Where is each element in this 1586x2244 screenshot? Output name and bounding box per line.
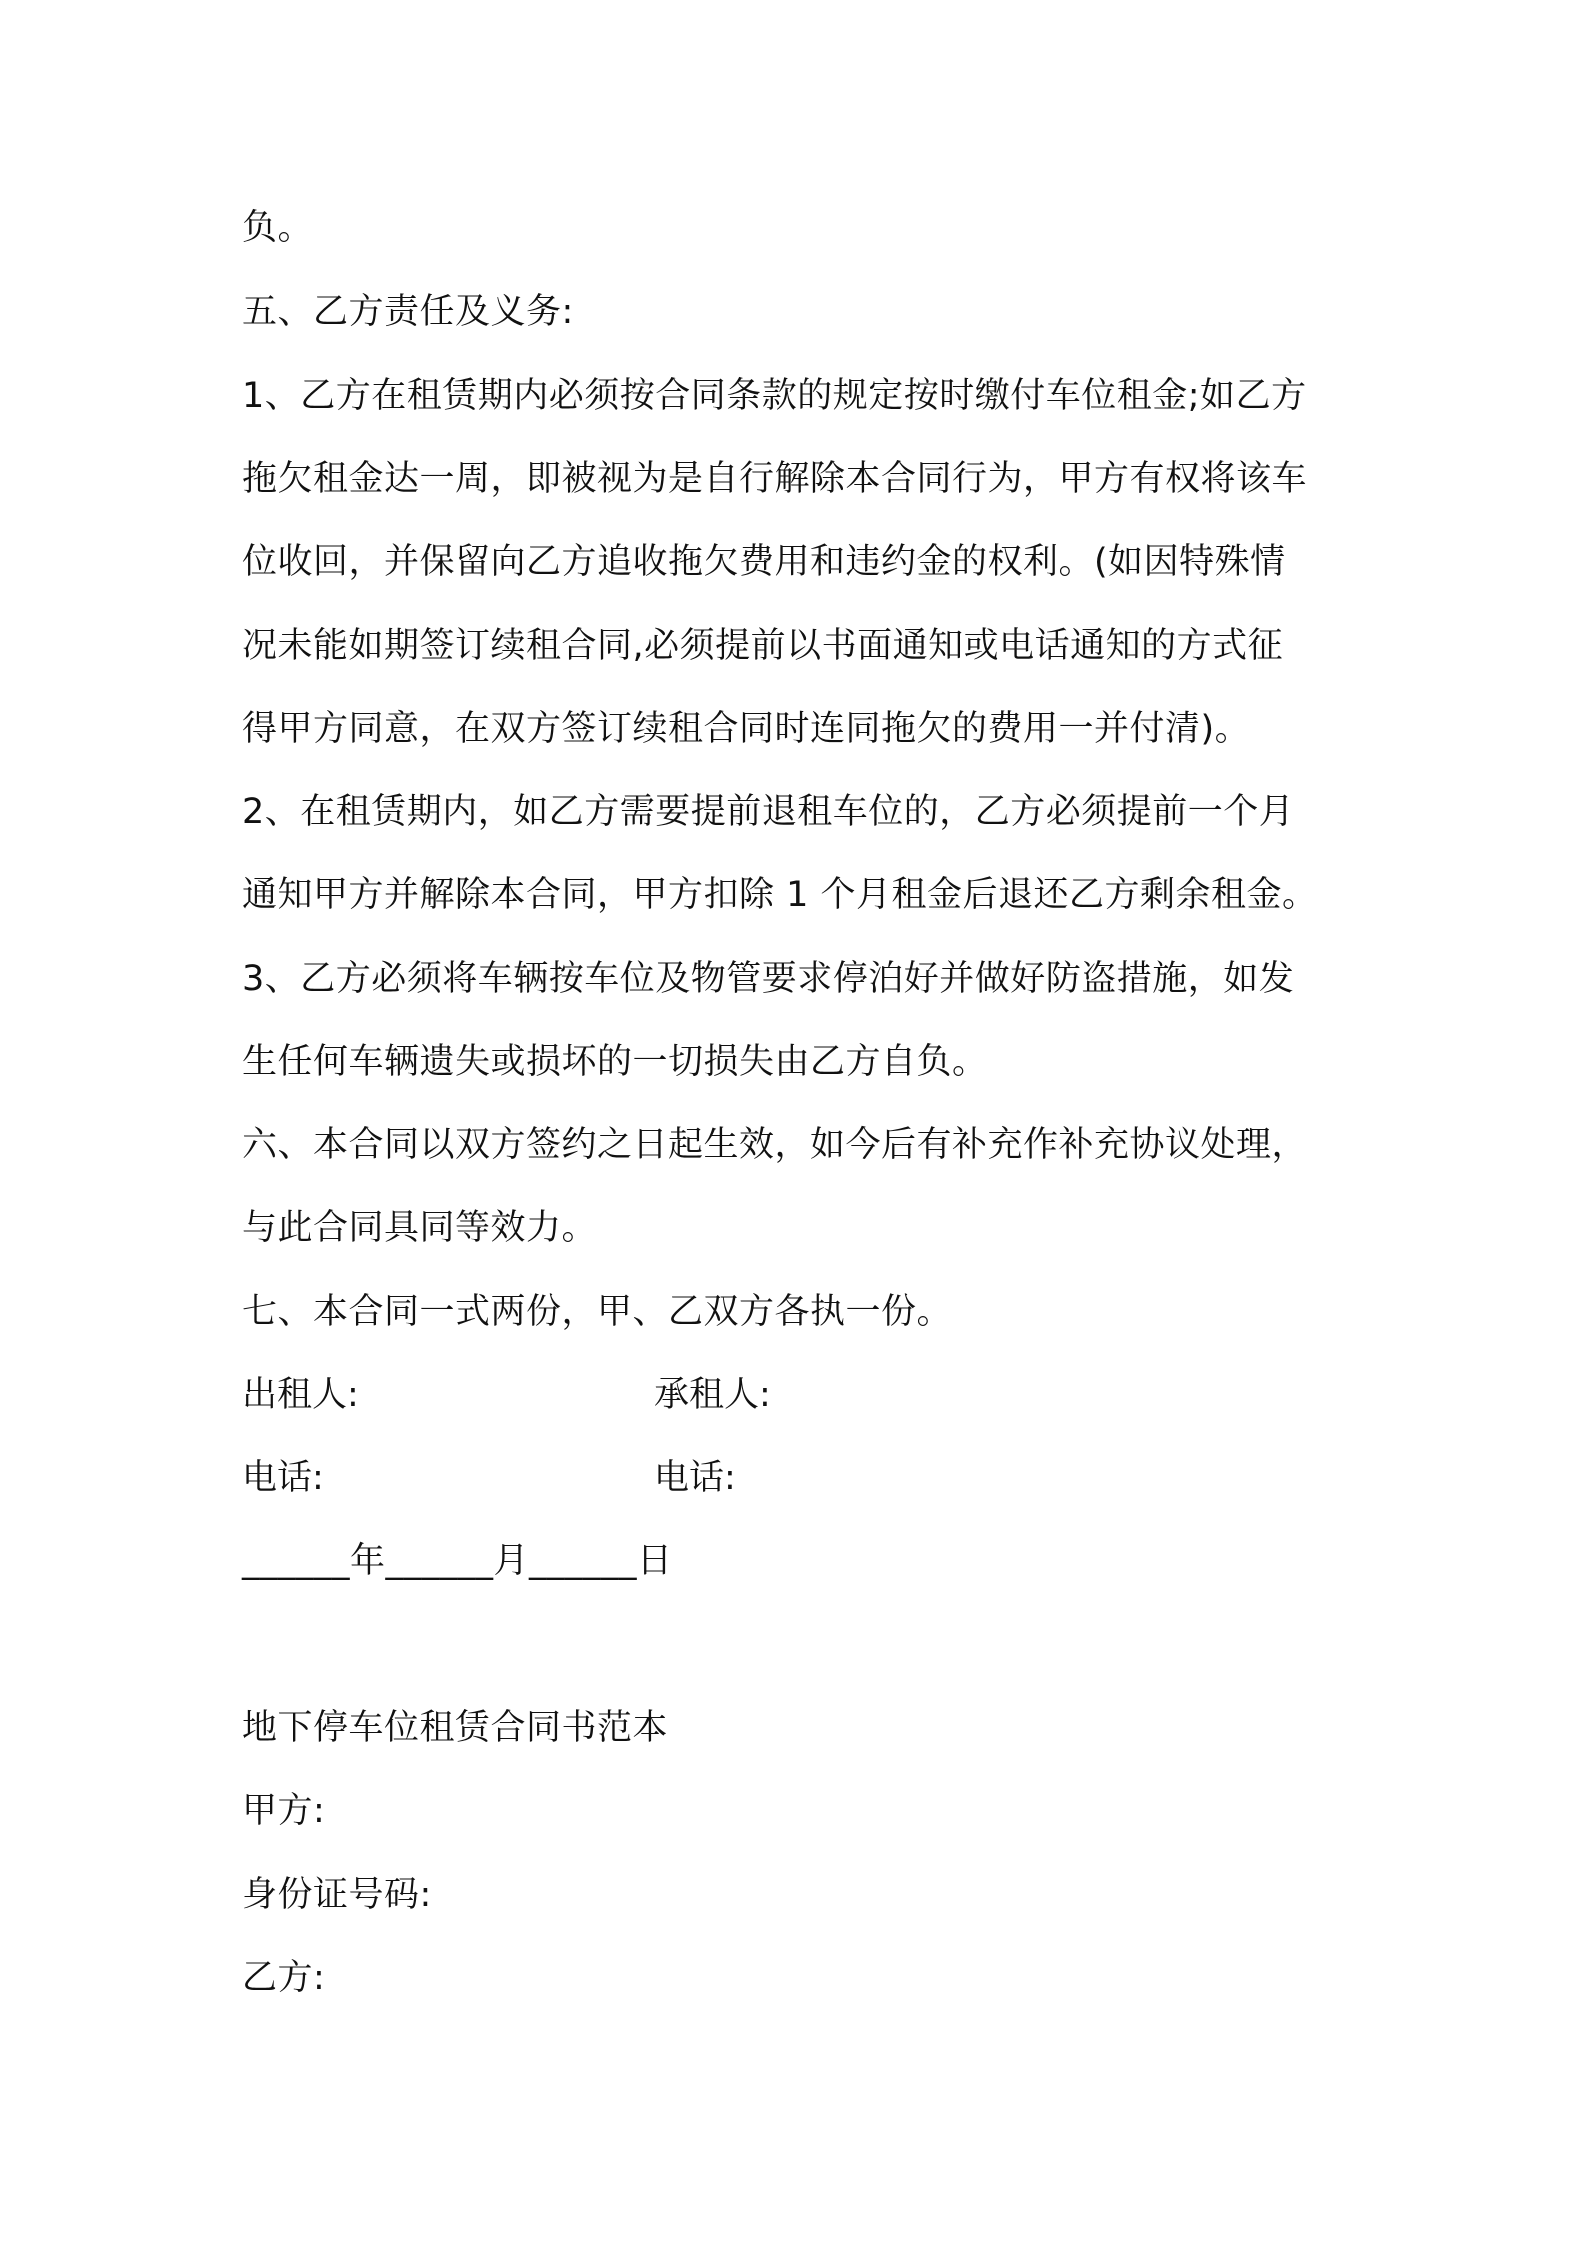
text-line-11: 生任何车辆遗失或损坏的一切损失由乙方自负。 xyxy=(242,1042,988,1082)
section-heading-5: 五、乙方责任及义务: xyxy=(242,292,574,332)
text-line-1: 负。 xyxy=(242,208,314,248)
second-doc-title: 地下停车位租赁合同书范本 xyxy=(242,1708,669,1748)
text-line-13: 与此合同具同等效力。 xyxy=(242,1208,598,1248)
text-line-6: 况未能如期签订续租合同,必须提前以书面通知或电话通知的方式征 xyxy=(242,626,1284,666)
text-line-8: 2、在租赁期内，如乙方需要提前退租车位的，乙方必须提前一个月 xyxy=(242,792,1295,832)
lessee-label: 承租人: xyxy=(654,1375,771,1415)
text-line-9: 通知甲方并解除本合同，甲方扣除 1 个月租金后退还乙方剩余租金。 xyxy=(242,875,1318,915)
text-line-10: 3、乙方必须将车辆按车位及物管要求停泊好并做好防盗措施，如发 xyxy=(242,959,1295,999)
signature-row-parties xyxy=(242,1371,1362,1419)
party-b-label: 乙方: xyxy=(242,1958,326,1998)
text-line-7: 得甲方同意，在双方签订续租合同时连同拖欠的费用一并付清)。 xyxy=(242,709,1251,749)
lessee-phone-label: 电话: xyxy=(654,1458,736,1498)
lessor-phone-label: 电话: xyxy=(242,1458,324,1498)
id-number-label: 身份证号码: xyxy=(242,1875,432,1915)
party-a-label: 甲方: xyxy=(242,1791,326,1831)
date-line: ______年______月______日 xyxy=(242,1541,673,1581)
lessor-label: 出租人: xyxy=(242,1375,359,1415)
text-line-3: 1、乙方在租赁期内必须按合同条款的规定按时缴付车位租金;如乙方 xyxy=(242,376,1307,416)
signature-row-phones xyxy=(242,1454,1362,1502)
section-heading-6: 六、本合同以双方签约之日起生效，如今后有补充作补充协议处理， xyxy=(242,1125,1308,1165)
text-line-5: 位收回，并保留向乙方追收拖欠费用和违约金的权利。(如因特殊情 xyxy=(242,542,1286,582)
section-heading-7: 七、本合同一式两份，甲、乙双方各执一份。 xyxy=(242,1292,953,1332)
text-line-4: 拖欠租金达一周，即被视为是自行解除本合同行为，甲方有权将该车 xyxy=(242,459,1308,499)
